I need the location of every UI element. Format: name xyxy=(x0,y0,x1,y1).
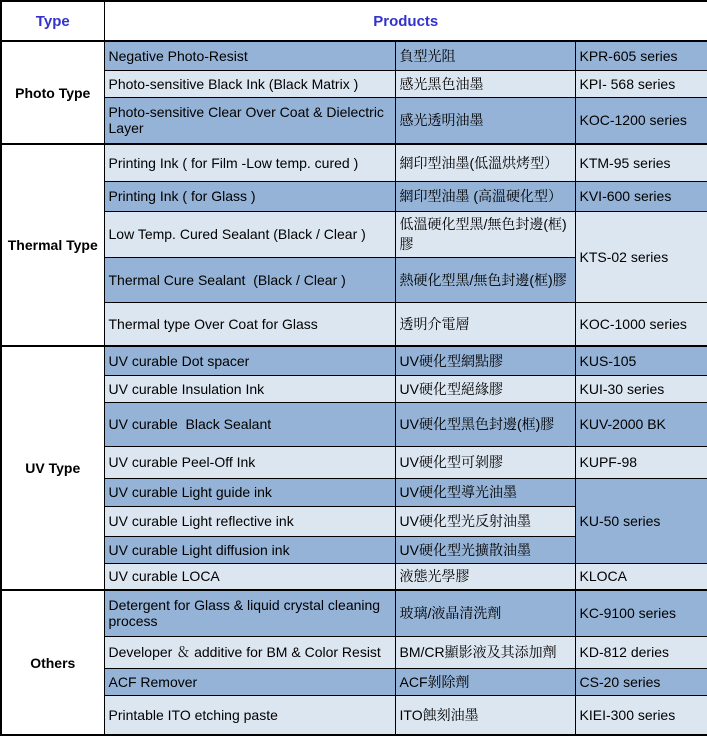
series-code: KTS-02 series xyxy=(575,211,707,302)
product-name-en: UV curable Dot spacer xyxy=(104,346,395,375)
product-name-zh: 低溫硬化型黑/無色封邊(框)膠 xyxy=(395,211,575,257)
header-row xyxy=(1,1,707,41)
series-code: CS-20 series xyxy=(575,668,707,695)
product-name-en: Photo-sensitive Clear Over Coat & Dielectric Layer xyxy=(104,97,395,144)
series-code: KPI- 568 series xyxy=(575,70,707,97)
product-name-en: Detergent for Glass & liquid crystal cleaning process xyxy=(104,590,395,636)
product-name-en: UV curable LOCA xyxy=(104,563,395,590)
series-code: KOC-1200 series xyxy=(575,97,707,144)
table-row xyxy=(1,695,707,735)
series-code: KUI-30 series xyxy=(575,375,707,402)
series-code: KUS-105 xyxy=(575,346,707,375)
table-row xyxy=(1,668,707,695)
product-name-zh: ITO蝕刻油墨 xyxy=(395,695,575,735)
product-name-en: Thermal Cure Sealant (Black / Clear ) xyxy=(104,257,395,302)
product-name-en: Thermal type Over Coat for Glass xyxy=(104,302,395,346)
product-name-en: UV curable Insulation Ink xyxy=(104,375,395,402)
table-row xyxy=(1,402,707,446)
product-name-zh: 感光透明油墨 xyxy=(395,97,575,144)
product-name-en: Printable ITO etching paste xyxy=(104,695,395,735)
product-name-zh: 液態光學膠 xyxy=(395,563,575,590)
product-name-en: UV curable Light reflective ink xyxy=(104,506,395,536)
product-name-zh: 感光黑色油墨 xyxy=(395,70,575,97)
table-row xyxy=(1,590,707,636)
product-name-zh: UV硬化型黑色封邊(框)膠 xyxy=(395,402,575,446)
product-name-en: Low Temp. Cured Sealant (Black / Clear ) xyxy=(104,211,395,257)
product-name-zh: UV硬化型導光油墨 xyxy=(395,478,575,506)
product-name-zh: 網印型油墨(低溫烘烤型） xyxy=(395,144,575,181)
table-row xyxy=(1,181,707,211)
table-row xyxy=(1,375,707,402)
product-name-zh: UV硬化型光擴散油墨 xyxy=(395,536,575,563)
series-code: KU-50 series xyxy=(575,478,707,563)
product-name-en: Developer ＆ additive for BM & Color Resist xyxy=(104,636,395,668)
table-row xyxy=(1,302,707,346)
type-group-thermal: Thermal Type xyxy=(1,144,104,346)
series-code: KTM-95 series xyxy=(575,144,707,181)
product-name-zh: 網印型油墨 (高溫硬化型） xyxy=(395,181,575,211)
series-code: KC-9100 series xyxy=(575,590,707,636)
table-row xyxy=(1,211,707,257)
product-name-zh: ACF剝除劑 xyxy=(395,668,575,695)
product-name-en: Printing Ink ( for Glass ) xyxy=(104,181,395,211)
product-name-en: Printing Ink ( for Film -Low temp. cured ) xyxy=(104,144,395,181)
table-row xyxy=(1,97,707,144)
series-code: KOC-1000 series xyxy=(575,302,707,346)
table-row xyxy=(1,41,707,70)
table-row xyxy=(1,144,707,181)
series-code: KPR-605 series xyxy=(575,41,707,70)
series-code: KVI-600 series xyxy=(575,181,707,211)
product-name-en: UV curable Light guide ink xyxy=(104,478,395,506)
product-name-zh: 透明介電層 xyxy=(395,302,575,346)
table-row xyxy=(1,346,707,375)
series-code: KUPF-98 xyxy=(575,446,707,478)
product-name-en: UV curable Black Sealant xyxy=(104,402,395,446)
series-code: KD-812 deries xyxy=(575,636,707,668)
type-group-others: Others xyxy=(1,590,104,735)
product-name-en: UV curable Light diffusion ink xyxy=(104,536,395,563)
type-group-photo: Photo Type xyxy=(1,41,104,144)
table-row xyxy=(1,563,707,590)
table-row xyxy=(1,446,707,478)
column-header-type: Type xyxy=(1,1,104,41)
product-name-zh: UV硬化型網點膠 xyxy=(395,346,575,375)
product-name-zh: UV硬化型可剝膠 xyxy=(395,446,575,478)
table-row xyxy=(1,478,707,506)
series-code: KUV-2000 BK xyxy=(575,402,707,446)
product-name-en: ACF Remover xyxy=(104,668,395,695)
product-name-en: UV curable Peel-Off Ink xyxy=(104,446,395,478)
series-code: KIEI-300 series xyxy=(575,695,707,735)
type-group-uv: UV Type xyxy=(1,346,104,590)
product-name-zh: 負型光阻 xyxy=(395,41,575,70)
product-name-zh: UV硬化型光反射油墨 xyxy=(395,506,575,536)
product-name-zh: UV硬化型絕緣膠 xyxy=(395,375,575,402)
product-name-en: Negative Photo-Resist xyxy=(104,41,395,70)
table-row xyxy=(1,70,707,97)
column-header-products: Products xyxy=(104,1,707,41)
product-name-zh: 玻璃/液晶清洗劑 xyxy=(395,590,575,636)
series-code: KLOCA xyxy=(575,563,707,590)
product-name-zh: 熱硬化型黑/無色封邊(框)膠 xyxy=(395,257,575,302)
product-name-zh: BM/CR顯影液及其添加劑 xyxy=(395,636,575,668)
product-name-en: Photo-sensitive Black Ink (Black Matrix ) xyxy=(104,70,395,97)
table-row xyxy=(1,636,707,668)
